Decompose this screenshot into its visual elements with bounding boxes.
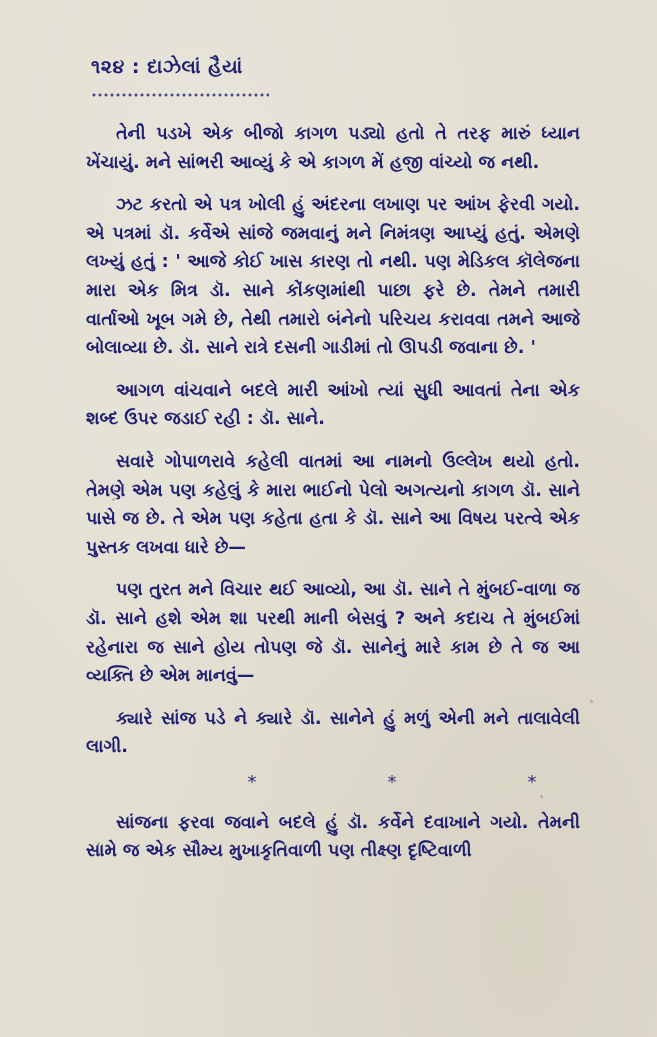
separator-star: * — [387, 771, 397, 793]
page-header: ૧૨૪ : દાઝેલાં હૈયાં — [91, 56, 243, 78]
paper-speck — [590, 700, 593, 703]
paragraph-3: આગળ વાંચવાને બદલે મારી આંખો ત્યાં સુધી આવતાં તેના એક શબ્દ ઉપર જડાઈ રહી : ડૉ. સાને. — [86, 380, 580, 430]
paragraph-2: ઝટ કરતો એ પત્ર ખોલી હું અંદરના લખાણ પર આંખ ફેરવી ગયો. એ પત્રમાં ડૉ. કર્વેએ સાંજે જમવાનું મને નિમંત્રણ આપ્યું હતું. એમણે લખ્યું હતું : ' આજે કોઈ ખાસ કારણ તો નથી. પણ મેડિકલ કૉલેજના મારા એક મિત્ર ડૉ. સાને કોંકણમાંથી પાછા ફરે છે. તેમને તમારી વાર્તાઓ ખૂબ ગમે છે, તેથી તમારો બંનેનો પરિચય કરાવવા તમને આજે બોલાવ્યા છે. ડૉ. સાને રાત્રે દસની ગાડીમાં તો ઊપડી જવાના છે. ' — [86, 195, 580, 359]
paragraph-5: પણ તુરત મને વિચાર થઈ આવ્યો, આ ડૉ. સાને તે મુંબઈ-વાળા જ ડૉ. સાને હશે એમ શા પરથી માની બેસવું ? અને કદાચ તે મુંબઈમાં રહેનારા જ સાને હોય તોપણ જે ડૉ. સાનેનું મારે કામ છે તે જ આ વ્યક્તિ છે એમ માનવું— — [86, 580, 580, 687]
section-separator — [182, 772, 602, 793]
paragraph-6: ક્યારે સાંજ પડે ને ક્યારે ડૉ. સાનેને હું મળું એની મને તાલાવેલી લાગી. — [86, 708, 580, 758]
paragraph-4: સવારે ગોપાળરાવે કહેલી વાતમાં આ નામનો ઉલ્લેખ થયો હતો. તેમણે એમ પણ કહેલું કે મારા ભાઈનો પેલો અગત્યનો કાગળ ડૉ. સાને પાસે જ છે. તે એમ પણ કહેતા હતા કે ડૉ. સાને આ વિષય પરત્વે એક પુસ્તક લખવા ધારે છે— — [86, 451, 580, 558]
paper-speck — [112, 498, 115, 501]
paragraph-1: તેની પડખે એક બીજો કાગળ પડ્યો હતો તે તરફ મારું ધ્યાન ખેંચાયું. મને સાંભરી આવ્યું કે એ કાગળ મેં હજી વાંચ્યો જ નથી. — [86, 124, 580, 173]
paper-speck — [97, 842, 100, 845]
header-underline — [91, 92, 269, 98]
separator-star: * — [527, 771, 537, 793]
page-body — [86, 120, 580, 880]
separator-star: * — [247, 771, 257, 793]
paper-speck — [540, 795, 543, 798]
closing-paragraph: સાંજના ફરવા જવાને બદલે હું ડૉ. કર્વેને દવાખાને ગયો. તેમની સામે જ એક સૌમ્ય મુખાકૃતિવાળી પણ તીક્ષ્ણ દૃષ્ટિવાળી — [86, 812, 580, 862]
